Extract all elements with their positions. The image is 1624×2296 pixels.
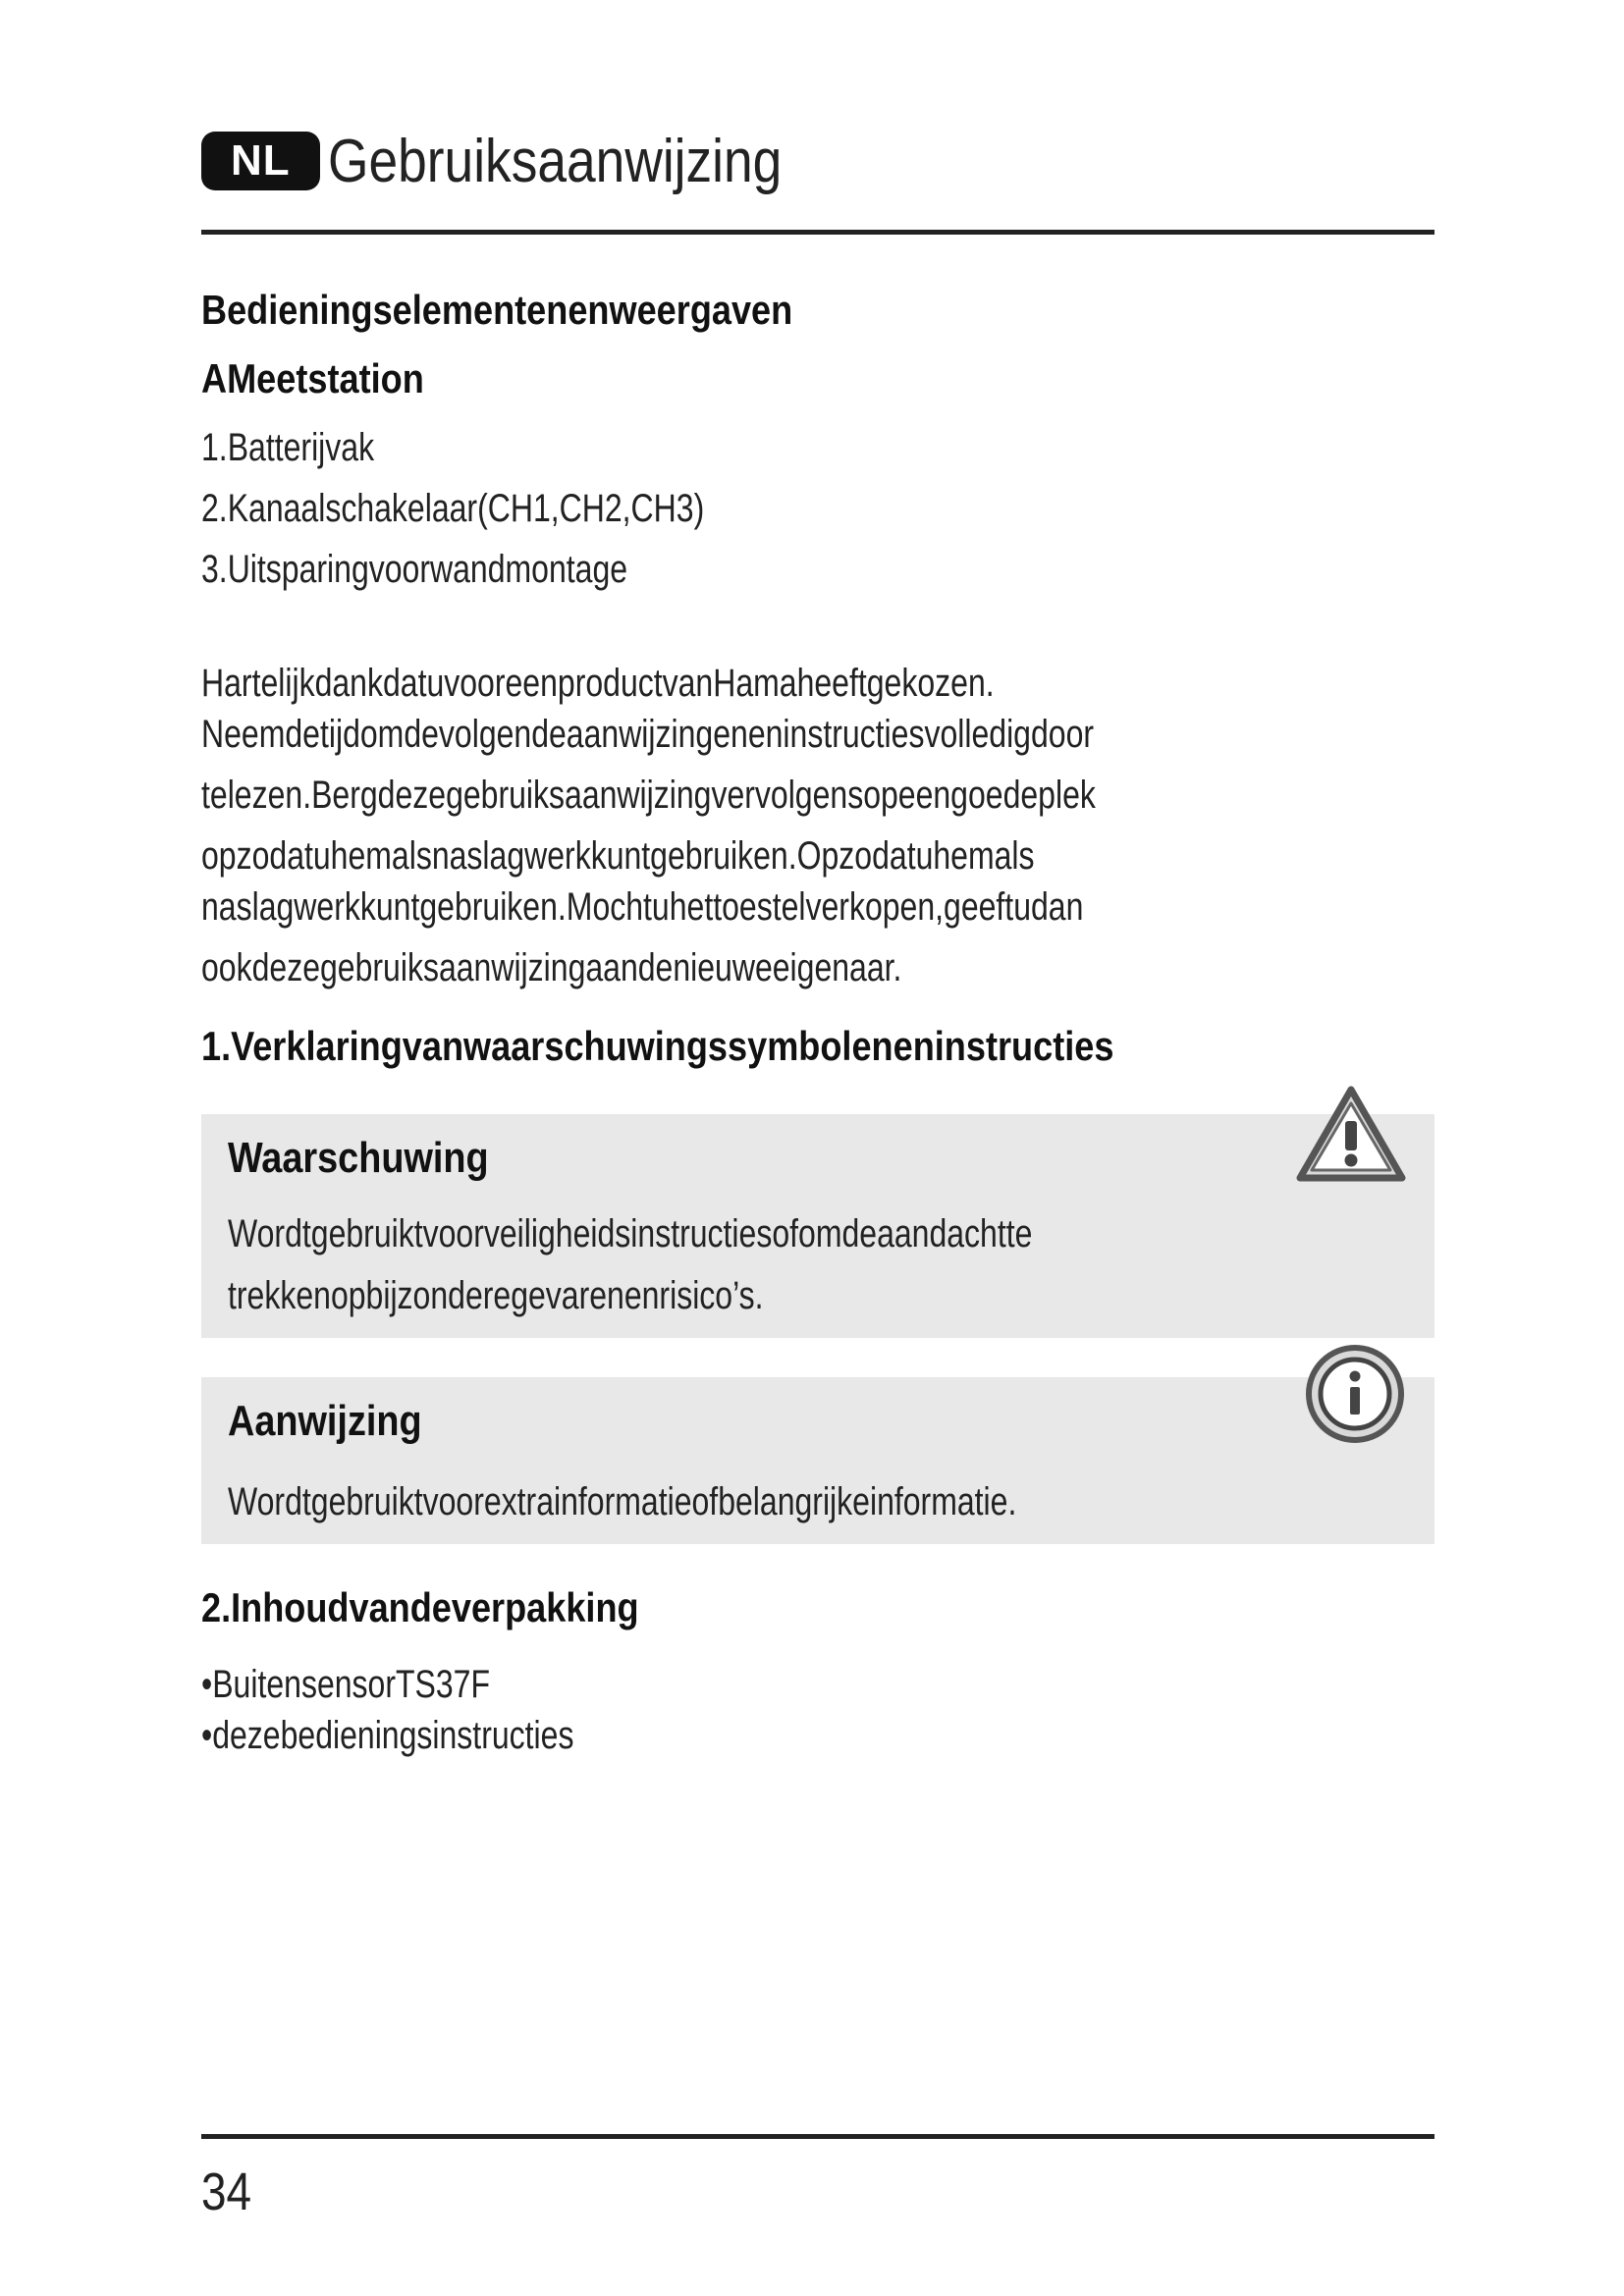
intro-line: telezen.Bergdezegebruiksaanwijzingvervolgensopeengoedeplek [201, 774, 1096, 817]
language-badge: NL [201, 132, 320, 190]
intro-line: HartelijkdankdatuvooreenproductvanHamaheeftgekozen. [201, 662, 995, 705]
page-header [201, 126, 855, 196]
package-item: •BuitensensorTS37F [201, 1663, 491, 1706]
page-number: 34 [201, 2163, 252, 2221]
footer-divider [201, 2134, 1435, 2139]
warning-text-line: Wordtgebruiktvoorveiligheidsinstructiesofomdeaandachtte [228, 1212, 1033, 1255]
warning-box [201, 1114, 1435, 1338]
notice-text-line: Wordtgebruiktvoorextrainformatieofbelangrijkeinformatie. [228, 1480, 1017, 1523]
controls-item: 3.Uitsparingvoorwandmontage [201, 548, 628, 591]
controls-item: 2.Kanaalschakelaar(CH1,CH2,CH3) [201, 487, 705, 530]
intro-line: Neemdetijdomdevolgendeaanwijzingeneninstructiesvolledigdoor [201, 713, 1095, 756]
section-1-heading: 1.Verklaringvanwaarschuwingssymboleneninstructies [201, 1023, 1114, 1069]
page-title: Gebruiksaanwijzing [327, 127, 783, 195]
package-item: •dezebedieningsinstructies [201, 1714, 574, 1757]
controls-subheading: AMeetstation [201, 355, 424, 401]
notice-box [201, 1377, 1435, 1544]
intro-line: opzodatuhemalsnaslagwerkkuntgebruiken.Opzodatuhemals [201, 834, 1035, 878]
header-divider [201, 230, 1435, 235]
warning-text-line: trekkenopbijzonderegevarenenrisico’s. [228, 1274, 764, 1317]
notice-title: Aanwijzing [228, 1397, 422, 1445]
section-2-heading: 2.Inhoudvandeverpakking [201, 1584, 639, 1630]
info-circle-icon [1304, 1343, 1406, 1445]
controls-heading: Bedieningselementenenweergaven [201, 287, 793, 333]
warning-title: Waarschuwing [228, 1134, 489, 1182]
controls-item: 1.Batterijvak [201, 426, 375, 469]
intro-line: ookdezegebruiksaanwijzingaandenieuweeigenaar. [201, 946, 902, 989]
intro-line: naslagwerkkuntgebruiken.Mochtuhettoestelverkopen,geeftudan [201, 885, 1084, 929]
warning-triangle-icon [1294, 1084, 1408, 1186]
